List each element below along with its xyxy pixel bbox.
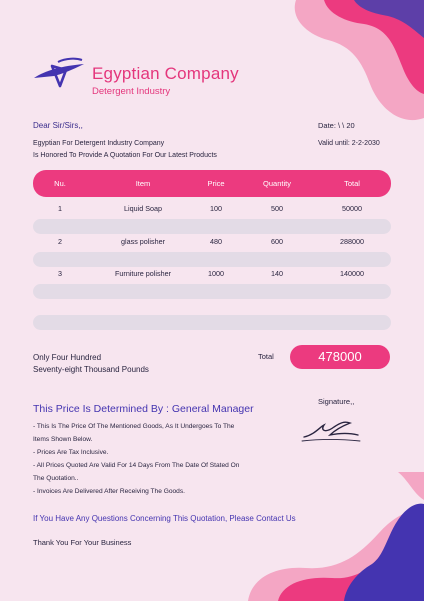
- decorative-blob-bottom: [248, 472, 424, 601]
- terms-note: The Quotation..: [33, 475, 79, 482]
- company-tagline: Detergent Industry: [92, 86, 171, 97]
- signature-icon: [300, 415, 362, 447]
- table-cell-price: 480: [210, 237, 222, 246]
- terms-note: - Prices Are Tax Inclusive.: [33, 449, 109, 456]
- column-header-item: Item: [135, 179, 151, 188]
- company-name: Egyptian Company: [92, 64, 239, 83]
- column-header-quantity: Quantity: [263, 179, 291, 188]
- table-cell-total: 50000: [342, 204, 362, 213]
- table-row-divider: [33, 284, 391, 299]
- total-in-words: Only Four Hundred: [33, 353, 102, 362]
- valid-until: Valid until: 2-2-2030: [318, 140, 380, 147]
- column-header-price: Price: [207, 179, 225, 188]
- total-amount: 478000: [290, 345, 390, 369]
- column-header-total: Total: [344, 179, 360, 188]
- intro-line: Egyptian For Detergent Industry Company: [33, 140, 165, 147]
- table-cell-item: Furniture polisher: [115, 269, 171, 278]
- total-in-words: Seventy-eight Thousand Pounds: [33, 365, 149, 374]
- table-cell-total: 288000: [340, 237, 364, 246]
- greeting: Dear Sir/Sirs,,: [33, 121, 83, 130]
- terms-note: - This Is The Price Of The Mentioned Goods, As It Undergoes To The: [33, 423, 235, 430]
- intro-line: Is Honored To Provide A Quotation For Our Latest Products: [33, 152, 217, 159]
- price-determined-heading: This Price Is Determined By : General Manager: [33, 403, 254, 415]
- table-cell-quantity: 140: [271, 269, 283, 278]
- signature-label: Signature,,: [318, 397, 355, 406]
- table-cell-number: 3: [58, 269, 62, 278]
- table-cell-total: 140000: [340, 269, 364, 278]
- table-row-empty: [33, 315, 391, 330]
- terms-note: Items Shown Below.: [33, 436, 93, 443]
- table-cell-quantity: 600: [271, 237, 283, 246]
- company-logo-icon: [32, 56, 88, 92]
- column-header-number: Nu.: [54, 179, 66, 188]
- total-label: Total: [258, 352, 274, 361]
- table-cell-number: 1: [58, 204, 62, 213]
- table-row-divider: [33, 219, 391, 234]
- date-field: Date: \ \ 20: [318, 121, 355, 130]
- table-cell-number: 2: [58, 237, 62, 246]
- table-cell-price: 1000: [208, 269, 224, 278]
- table-cell-quantity: 500: [271, 204, 283, 213]
- table-cell-item: Liquid Soap: [124, 204, 162, 213]
- terms-note: - All Prices Quoted Are Valid For 14 Days From The Date Of Stated On: [33, 462, 240, 469]
- table-cell-price: 100: [210, 204, 222, 213]
- table-row-divider: [33, 252, 391, 267]
- table-cell-item: glass polisher: [121, 237, 165, 246]
- terms-note: - Invoices Are Delivered After Receiving The Goods.: [33, 488, 185, 495]
- thanks-line: Thank You For Your Business: [33, 538, 132, 547]
- decorative-blob-top: [284, 0, 424, 130]
- table-header: [33, 170, 391, 197]
- contact-line: If You Have Any Questions Concerning This Quotation, Please Contact Us: [33, 514, 296, 523]
